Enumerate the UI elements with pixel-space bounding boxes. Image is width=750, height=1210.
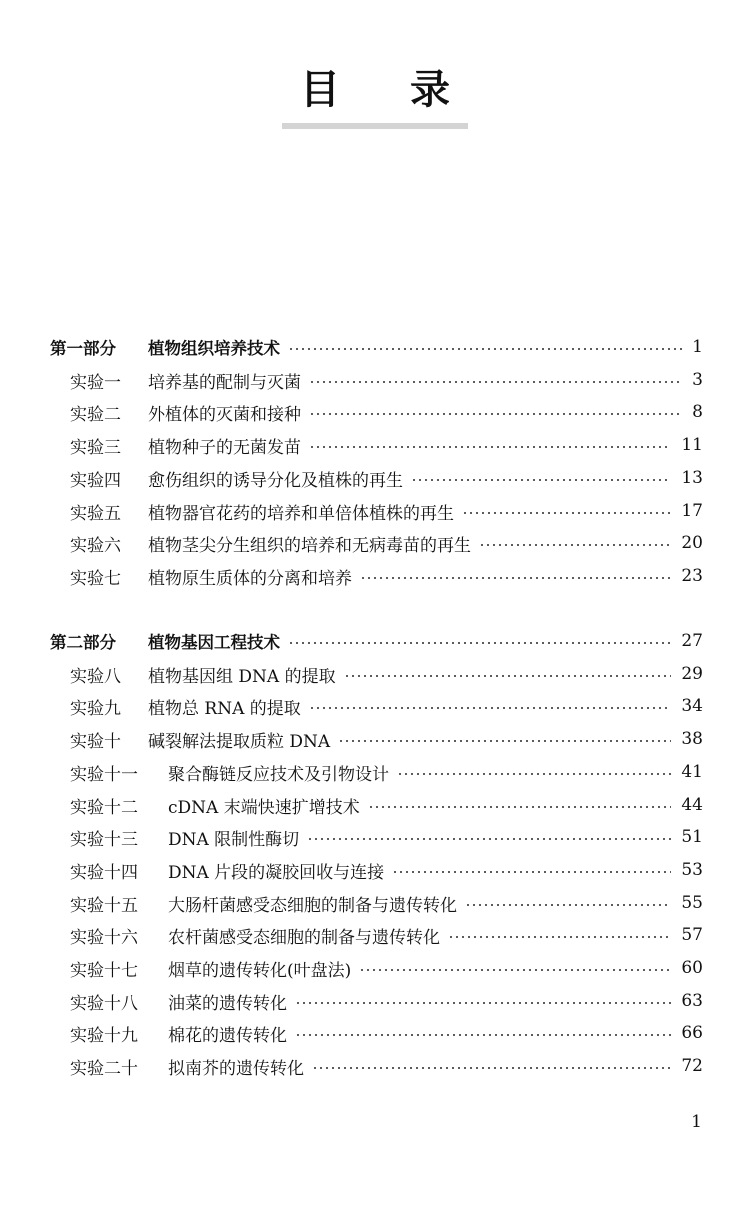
experiment-number: 实验十四 xyxy=(70,862,138,883)
page-number: 27 xyxy=(681,631,703,651)
experiment-number: 实验十一 xyxy=(70,764,138,785)
experiment-title: cDNA 末端快速扩增技术 xyxy=(168,797,360,818)
experiment-number: 实验五 xyxy=(70,503,121,524)
toc-entry-row[interactable] xyxy=(0,953,750,983)
toc-entry-row[interactable] xyxy=(0,463,750,493)
toc-entry-row[interactable] xyxy=(0,986,750,1016)
experiment-title: 植物总 RNA 的提取 xyxy=(148,698,301,719)
leader-dots xyxy=(462,512,671,514)
experiment-number: 实验八 xyxy=(70,666,121,687)
leader-dots xyxy=(397,773,671,775)
page-number: 20 xyxy=(681,533,703,553)
experiment-title: 植物原生质体的分离和培养 xyxy=(148,568,352,589)
experiment-number: 实验十 xyxy=(70,731,121,752)
leader-dots xyxy=(360,577,671,579)
toc-entry-row[interactable] xyxy=(0,528,750,558)
toc-entry-row[interactable] xyxy=(0,757,750,787)
leader-dots xyxy=(344,675,671,677)
page-number: 57 xyxy=(681,925,703,945)
toc-entry-row[interactable] xyxy=(0,855,750,885)
experiment-title: 植物基因组 DNA 的提取 xyxy=(148,666,336,687)
leader-dots xyxy=(295,1034,671,1036)
experiment-number: 实验一 xyxy=(70,372,121,393)
experiment-number: 实验二 xyxy=(70,404,121,425)
toc-entry-row[interactable] xyxy=(0,888,750,918)
experiment-number: 实验十二 xyxy=(70,797,138,818)
toc-entry-row[interactable] xyxy=(0,496,750,526)
part-title: 植物组织培养技术 xyxy=(148,339,280,358)
toc-entry-row[interactable] xyxy=(0,724,750,754)
experiment-number: 实验七 xyxy=(70,568,121,589)
page-number: 55 xyxy=(681,893,703,913)
leader-dots xyxy=(309,446,671,448)
page-number: 13 xyxy=(681,468,703,488)
experiment-number: 实验六 xyxy=(70,535,121,556)
experiment-title: 培养基的配制与灭菌 xyxy=(148,372,301,393)
experiment-title: 烟草的遗传转化(叶盘法) xyxy=(168,960,352,981)
leader-dots xyxy=(368,806,671,808)
toc-entry-row[interactable] xyxy=(0,561,750,591)
page-number: 11 xyxy=(681,435,703,455)
leader-dots xyxy=(312,1067,671,1069)
page-title: 目录 xyxy=(300,67,520,113)
experiment-number: 实验十九 xyxy=(70,1025,138,1046)
leader-dots xyxy=(295,1002,671,1004)
experiment-number: 实验十五 xyxy=(70,895,138,916)
page-number: 38 xyxy=(681,729,703,749)
page-number: 72 xyxy=(681,1056,703,1076)
experiment-number: 实验四 xyxy=(70,470,121,491)
experiment-title: 大肠杆菌感受态细胞的制备与遗传转化 xyxy=(168,895,457,916)
page-number: 51 xyxy=(681,827,703,847)
toc-entry-row[interactable] xyxy=(0,365,750,395)
leader-dots xyxy=(479,544,671,546)
page-number: 60 xyxy=(681,958,703,978)
experiment-title: 植物器官花药的培养和单倍体植株的再生 xyxy=(148,503,454,524)
title-underline xyxy=(282,123,468,129)
experiment-number: 实验十六 xyxy=(70,927,138,948)
experiment-title: 棉花的遗传转化 xyxy=(168,1025,287,1046)
experiment-number: 实验十八 xyxy=(70,993,138,1014)
experiment-title: 拟南芥的遗传转化 xyxy=(168,1058,304,1079)
page-number: 41 xyxy=(681,762,703,782)
leader-dots xyxy=(411,479,671,481)
toc-entry-row[interactable] xyxy=(0,822,750,852)
toc-entry-row[interactable] xyxy=(0,1051,750,1081)
toc-entry-row[interactable] xyxy=(0,920,750,950)
part-title: 植物基因工程技术 xyxy=(148,633,280,652)
leader-dots xyxy=(309,381,682,383)
leader-dots xyxy=(338,740,671,742)
page-number: 63 xyxy=(681,991,703,1011)
experiment-title: DNA 片段的凝胶回收与连接 xyxy=(168,862,385,883)
experiment-number: 实验二十 xyxy=(70,1058,138,1079)
page-number: 29 xyxy=(681,664,703,684)
experiment-title: 农杆菌感受态细胞的制备与遗传转化 xyxy=(168,927,440,948)
page-number: 53 xyxy=(681,860,703,880)
toc-entry-row[interactable] xyxy=(0,659,750,689)
page-number: 8 xyxy=(692,402,703,422)
experiment-title: 油菜的遗传转化 xyxy=(168,993,287,1014)
leader-dots xyxy=(392,871,671,873)
toc-entry-row[interactable] xyxy=(0,430,750,460)
toc-entry-row[interactable] xyxy=(0,790,750,820)
experiment-number: 实验十三 xyxy=(70,829,138,850)
page-number: 34 xyxy=(681,696,703,716)
page-number: 66 xyxy=(681,1023,703,1043)
experiment-number: 实验九 xyxy=(70,698,121,719)
leader-dots xyxy=(288,642,671,644)
page-number: 23 xyxy=(681,566,703,586)
experiment-number: 实验十七 xyxy=(70,960,138,981)
leader-dots xyxy=(288,348,682,350)
toc-entry-row[interactable] xyxy=(0,1018,750,1048)
footer-page-number: 1 xyxy=(691,1112,702,1132)
part-number: 第一部分 xyxy=(50,339,116,358)
toc-part-row[interactable] xyxy=(0,626,750,656)
leader-dots xyxy=(309,413,682,415)
leader-dots xyxy=(309,707,671,709)
experiment-title: DNA 限制性酶切 xyxy=(168,829,300,850)
experiment-title: 碱裂解法提取质粒 DNA xyxy=(148,731,331,752)
experiment-title: 外植体的灭菌和接种 xyxy=(148,404,301,425)
leader-dots xyxy=(465,904,671,906)
experiment-title: 植物茎尖分生组织的培养和无病毒苗的再生 xyxy=(148,535,471,556)
leader-dots xyxy=(359,969,671,971)
experiment-number: 实验三 xyxy=(70,437,121,458)
leader-dots xyxy=(448,936,671,938)
experiment-title: 聚合酶链反应技术及引物设计 xyxy=(168,764,389,785)
page-number: 17 xyxy=(681,501,703,521)
page-number: 1 xyxy=(692,337,703,357)
toc-entry-row[interactable] xyxy=(0,691,750,721)
page-number: 44 xyxy=(681,795,703,815)
experiment-title: 愈伤组织的诱导分化及植株的再生 xyxy=(148,470,403,491)
toc-part-row[interactable] xyxy=(0,332,750,362)
experiment-title: 植物种子的无菌发苗 xyxy=(148,437,301,458)
toc-entry-row[interactable] xyxy=(0,397,750,427)
part-number: 第二部分 xyxy=(50,633,116,652)
page-number: 3 xyxy=(692,370,703,390)
leader-dots xyxy=(307,838,671,840)
